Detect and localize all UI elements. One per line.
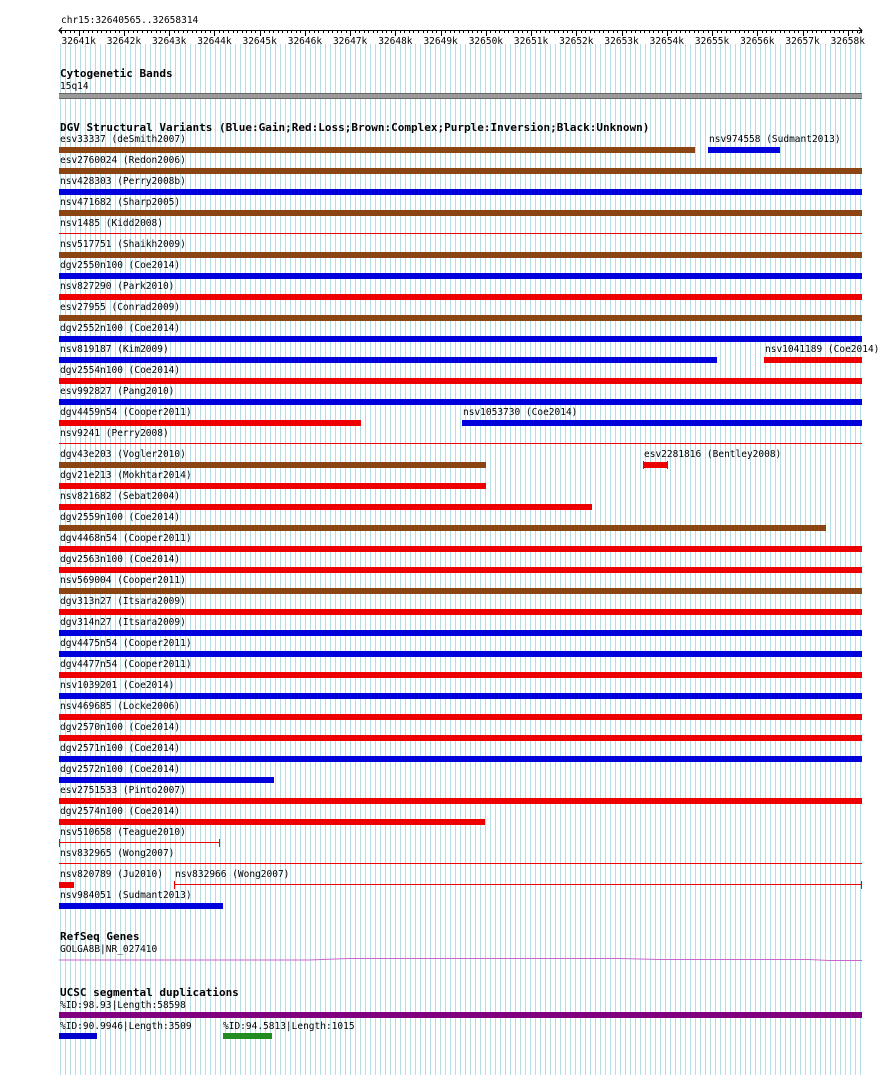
refseq-track-title: RefSeq Genes — [60, 930, 140, 943]
dgv-variant-bar[interactable] — [59, 882, 74, 888]
dgv-variant-endcap — [59, 839, 60, 847]
segdup-small-label-1: %ID:90.9946|Length:3509 — [60, 1021, 192, 1032]
dgv-variant-line[interactable] — [174, 884, 862, 885]
ruler-tick-label: 32658k — [830, 36, 865, 46]
dgv-variant-bar[interactable] — [59, 378, 862, 384]
dgv-variant-label[interactable]: nsv569004 (Cooper2011) — [60, 575, 186, 586]
ruler-tick-label: 32644k — [197, 36, 232, 46]
ruler-tick-label: 32645k — [242, 36, 277, 46]
cyto-band-label: 15q14 — [60, 81, 89, 92]
dgv-variant-line[interactable] — [59, 443, 862, 444]
dgv-variant-bar[interactable] — [59, 336, 862, 342]
dgv-variant-label[interactable]: nsv428303 (Perry2008b) — [60, 176, 186, 187]
dgv-variant-label[interactable]: dgv2550n100 (Coe2014) — [60, 260, 181, 271]
dgv-variant-bar[interactable] — [59, 504, 592, 510]
refseq-gene-line[interactable] — [59, 955, 863, 963]
dgv-variant-label[interactable]: dgv314n27 (Itsara2009) — [60, 617, 186, 628]
dgv-variant-bar[interactable] — [59, 525, 826, 531]
dgv-variant-bar[interactable] — [59, 462, 486, 468]
dgv-variant-label[interactable]: nsv821682 (Sebat2004) — [60, 491, 181, 502]
ruler-tick-label: 32653k — [604, 36, 639, 46]
dgv-variant-label[interactable]: nsv1485 (Kidd2008) — [60, 218, 163, 229]
ruler-tick-label: 32646k — [287, 36, 323, 46]
dgv-variant-bar[interactable] — [59, 357, 717, 363]
dgv-variant-bar[interactable] — [59, 651, 862, 657]
region-label: chr15:32640565..32658314 — [61, 15, 199, 26]
dgv-variant-label[interactable]: nsv827290 (Park2010) — [60, 281, 175, 292]
dgv-variant-bar[interactable] — [59, 546, 862, 552]
dgv-variant-label[interactable]: esv2281816 (Bentley2008) — [644, 449, 782, 460]
dgv-variant-bar[interactable] — [59, 903, 223, 909]
dgv-variant-label[interactable]: esv2760024 (Redon2006) — [60, 155, 186, 166]
dgv-variant-bar[interactable] — [462, 420, 862, 426]
segdup-main-bar[interactable] — [59, 1012, 862, 1018]
dgv-variant-label[interactable]: nsv510658 (Teague2010) — [60, 827, 186, 838]
ruler-tick-label: 32642k — [106, 36, 142, 46]
dgv-variant-label[interactable]: nsv9241 (Perry2008) — [60, 428, 169, 439]
dgv-variant-endcap — [219, 839, 220, 847]
dgv-variant-bar[interactable] — [59, 315, 862, 321]
dgv-variant-label[interactable]: nsv469685 (Locke2006) — [60, 701, 181, 712]
ruler-tick-label: 32655k — [694, 36, 730, 46]
dgv-variant-label[interactable]: dgv4468n54 (Cooper2011) — [60, 533, 192, 544]
segdup-small-bar-2[interactable] — [223, 1033, 272, 1039]
ruler-tick-label: 32643k — [152, 36, 187, 46]
ruler-tick-label: 32652k — [559, 36, 594, 46]
dgv-variant-label[interactable]: nsv1041189 (Coe2014) — [765, 344, 880, 355]
dgv-variant-label[interactable]: nsv820789 (Ju2010) — [60, 869, 163, 880]
dgv-variant-bar[interactable] — [59, 672, 862, 678]
dgv-variant-label[interactable]: dgv4459n54 (Cooper2011) — [60, 407, 192, 418]
ruler-tick-label: 32650k — [468, 36, 504, 46]
dgv-variant-bar[interactable] — [59, 588, 862, 594]
dgv-variant-endcap — [643, 461, 644, 469]
dgv-variant-label[interactable]: dgv43e203 (Vogler2010) — [60, 449, 186, 460]
ruler-tick-label: 32651k — [513, 36, 549, 46]
coordinate-ruler[interactable] — [0, 24, 890, 46]
dgv-variant-bar[interactable] — [59, 168, 862, 174]
segdup-main-label: %ID:98.93|Length:58598 — [60, 1000, 186, 1011]
dgv-variant-bar[interactable] — [59, 798, 862, 804]
dgv-variant-bar[interactable] — [59, 777, 274, 783]
dgv-variant-label[interactable]: nsv832965 (Wong2007) — [60, 848, 175, 859]
dgv-variant-bar[interactable] — [708, 147, 780, 153]
dgv-variant-endcap — [667, 461, 668, 469]
segdup-track-title: UCSC segmental duplications — [60, 986, 239, 999]
dgv-variant-label[interactable]: esv27955 (Conrad2009) — [60, 302, 181, 313]
dgv-variant-line[interactable] — [59, 233, 862, 234]
dgv-variant-label[interactable]: dgv2571n100 (Coe2014) — [60, 743, 181, 754]
dgv-variant-line[interactable] — [59, 863, 862, 864]
ruler-tick-label: 32648k — [378, 36, 413, 46]
dgv-variant-label[interactable]: esv992827 (Pang2010) — [60, 386, 175, 397]
ruler-tick-label: 32647k — [332, 36, 368, 46]
dgv-variant-bar[interactable] — [59, 420, 361, 426]
dgv-variant-label[interactable]: dgv2570n100 (Coe2014) — [60, 722, 181, 733]
dgv-variant-label[interactable]: nsv1039201 (Coe2014) — [60, 680, 175, 691]
dgv-variant-label[interactable]: nsv471682 (Sharp2005) — [60, 197, 181, 208]
ruler-tick-label: 32656k — [740, 36, 775, 46]
dgv-variant-label[interactable]: dgv4477n54 (Cooper2011) — [60, 659, 192, 670]
dgv-variant-label[interactable]: esv33337 (deSmith2007) — [60, 134, 186, 145]
dgv-variant-label[interactable]: dgv2552n100 (Coe2014) — [60, 323, 181, 334]
dgv-variant-bar[interactable] — [59, 693, 862, 699]
segdup-small-label-2: %ID:94.5813|Length:1015 — [223, 1021, 355, 1032]
dgv-variant-bar[interactable] — [764, 357, 862, 363]
dgv-variant-label[interactable]: nsv1053730 (Coe2014) — [463, 407, 578, 418]
dgv-variant-label[interactable]: dgv21e213 (Mokhtar2014) — [60, 470, 192, 481]
dgv-variant-bar[interactable] — [643, 462, 668, 468]
dgv-variant-bar[interactable] — [59, 147, 695, 153]
dgv-variant-label[interactable]: dgv2559n100 (Coe2014) — [60, 512, 181, 523]
refseq-gene-label[interactable]: GOLGA8B|NR_027410 — [60, 944, 158, 955]
ruler-tick-label: 32649k — [423, 36, 458, 46]
dgv-variant-bar[interactable] — [59, 399, 862, 405]
dgv-variant-bar[interactable] — [59, 735, 862, 741]
dgv-variant-bar[interactable] — [59, 819, 485, 825]
cyto-band-bar[interactable] — [59, 93, 862, 99]
dgv-variant-label[interactable]: dgv2554n100 (Coe2014) — [60, 365, 181, 376]
dgv-variant-bar[interactable] — [59, 714, 862, 720]
dgv-variant-label[interactable]: nsv517751 (Shaikh2009) — [60, 239, 186, 250]
dgv-variant-bar[interactable] — [59, 273, 862, 279]
ruler-tick-label: 32641k — [61, 36, 96, 46]
dgv-track-title: DGV Structural Variants (Blue:Gain;Red:Loss;Brown:Complex;Purple:Inversion;Black:Unknown) — [60, 121, 650, 134]
dgv-variant-label[interactable]: nsv819187 (Kim2009) — [60, 344, 169, 355]
dgv-variant-bar[interactable] — [59, 294, 862, 300]
ruler-tick-label: 32654k — [649, 36, 684, 46]
dgv-variant-bar[interactable] — [59, 210, 862, 216]
cyto-track-title: Cytogenetic Bands — [60, 67, 173, 80]
dgv-variant-bar[interactable] — [59, 630, 862, 636]
dgv-variant-label[interactable]: nsv832966 (Wong2007) — [175, 869, 290, 880]
dgv-variant-endcap — [861, 881, 862, 889]
dgv-variant-bar[interactable] — [59, 189, 862, 195]
dgv-variant-label[interactable]: esv2751533 (Pinto2007) — [60, 785, 186, 796]
dgv-variant-label[interactable]: nsv974558 (Sudmant2013) — [709, 134, 841, 145]
dgv-variant-bar[interactable] — [59, 609, 862, 615]
dgv-variant-bar[interactable] — [59, 252, 862, 258]
dgv-variant-line[interactable] — [59, 842, 220, 843]
dgv-variant-label[interactable]: dgv2574n100 (Coe2014) — [60, 806, 181, 817]
dgv-variant-endcap — [174, 881, 175, 889]
dgv-variant-label[interactable]: dgv2563n100 (Coe2014) — [60, 554, 181, 565]
dgv-variant-label[interactable]: dgv4475n54 (Cooper2011) — [60, 638, 192, 649]
dgv-variant-bar[interactable] — [59, 483, 486, 489]
dgv-variant-label[interactable]: dgv2572n100 (Coe2014) — [60, 764, 181, 775]
dgv-variant-bar[interactable] — [59, 567, 862, 573]
segdup-small-bar-1[interactable] — [59, 1033, 97, 1039]
dgv-variant-bar[interactable] — [59, 756, 862, 762]
dgv-variant-label[interactable]: dgv313n27 (Itsara2009) — [60, 596, 186, 607]
dgv-variant-label[interactable]: nsv984051 (Sudmant2013) — [60, 890, 192, 901]
ruler-tick-label: 32657k — [785, 36, 820, 46]
